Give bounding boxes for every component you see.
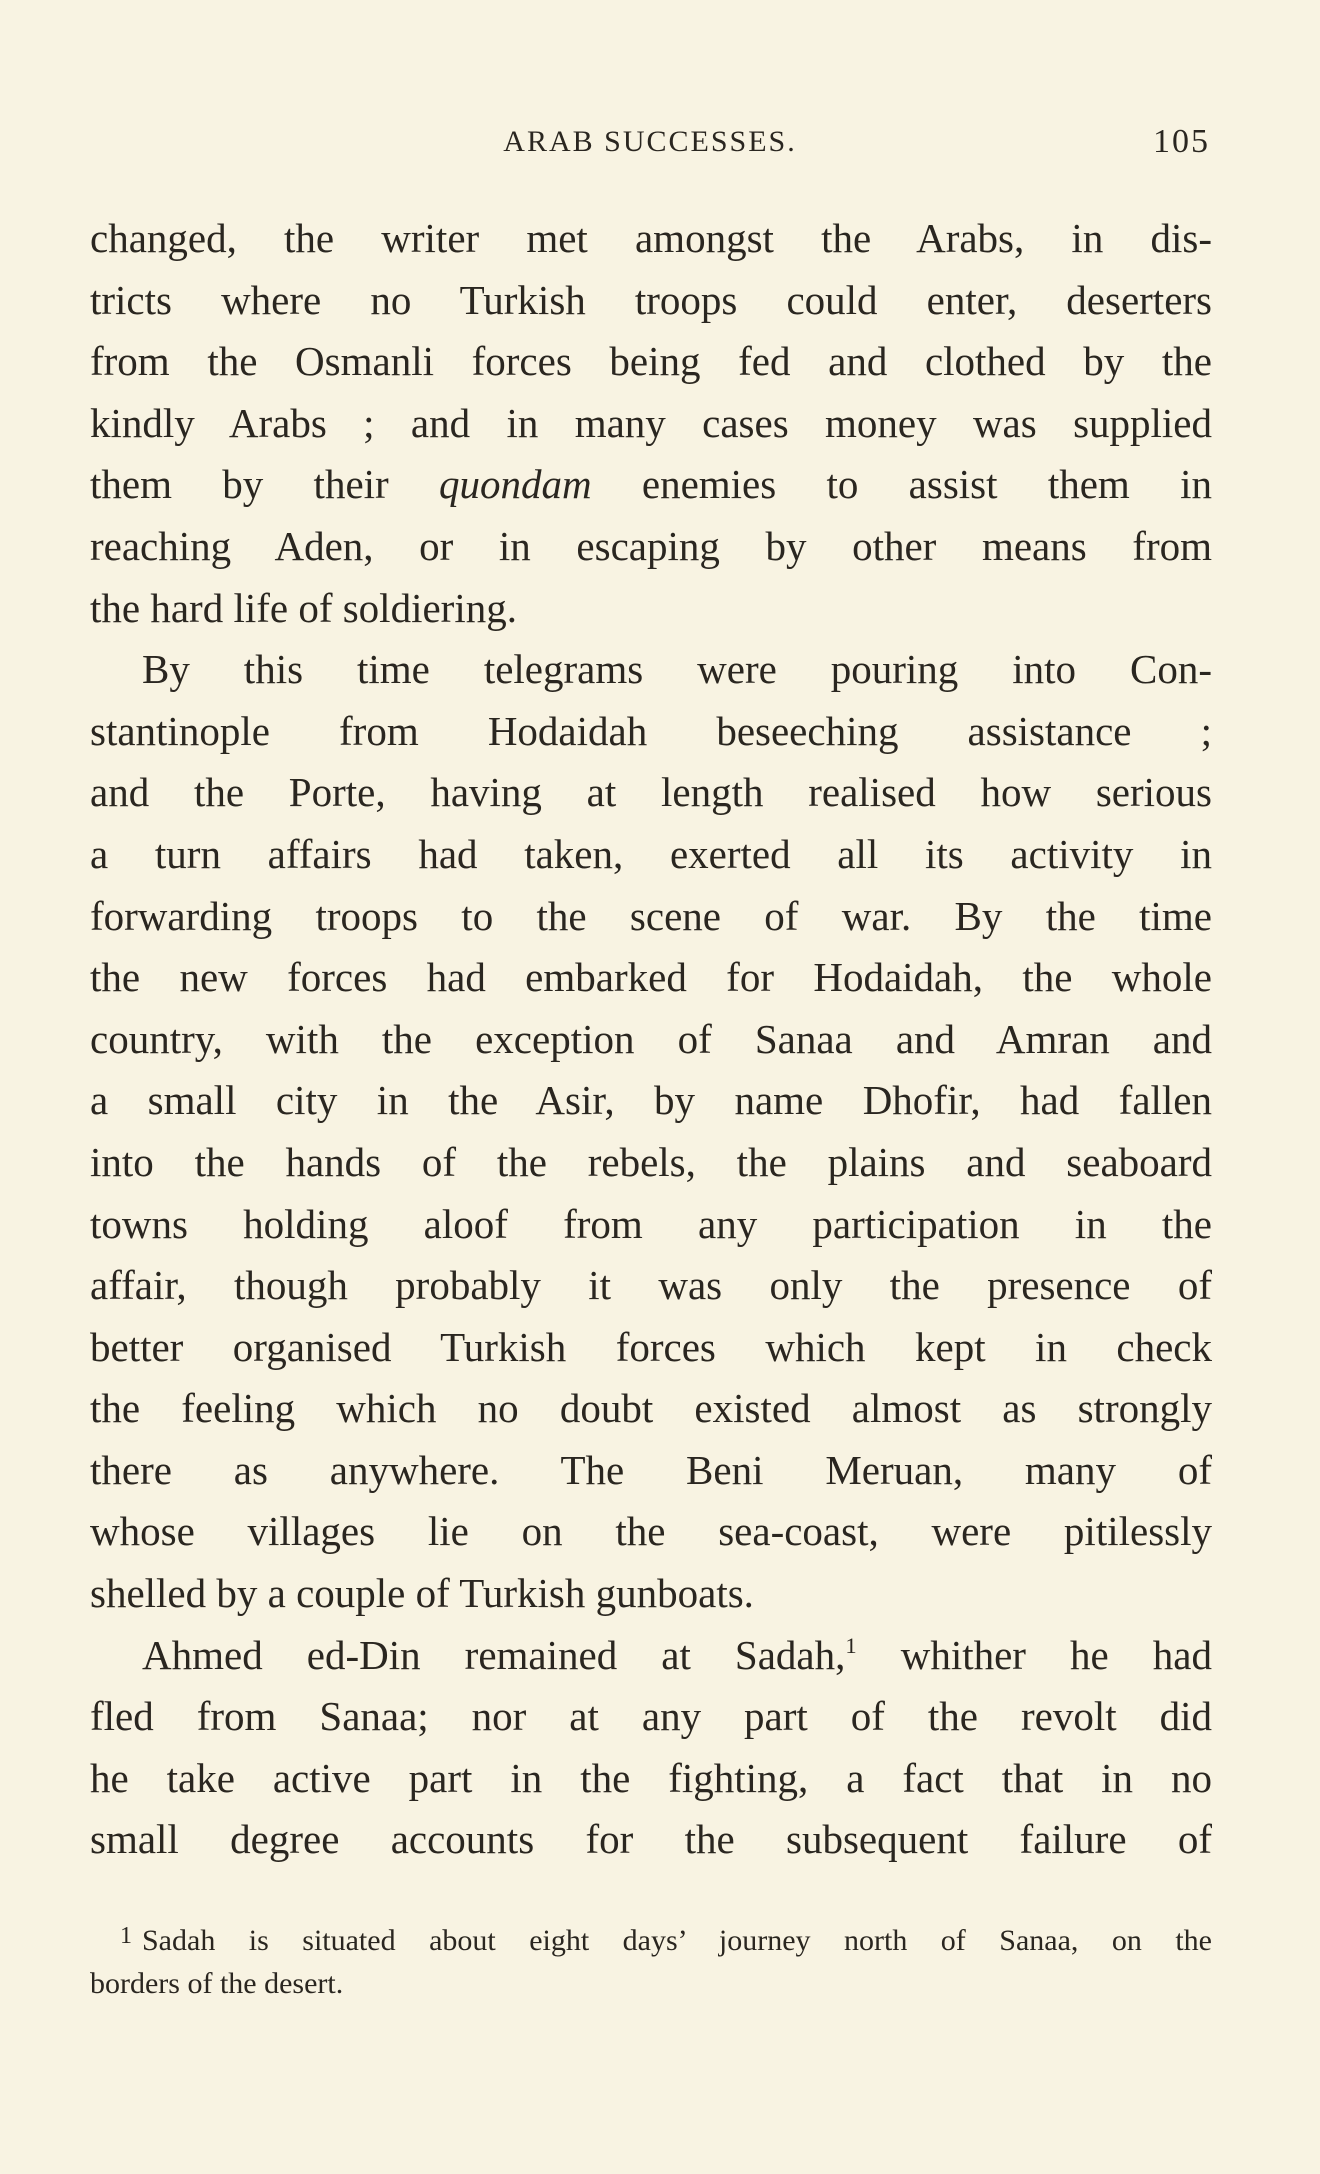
running-title: ARAB SUCCESSES. <box>503 125 797 158</box>
text-line: affair, though probably it was only the presence of <box>90 1262 1212 1309</box>
text-line: into the hands of the rebels, the plains and seaboard <box>90 1138 1212 1185</box>
text-span: whither he had <box>856 1631 1212 1678</box>
text-line: and the Porte, having at length realised how serious <box>90 769 1212 816</box>
text-line: there as anywhere. The Beni Meruan, many of <box>90 1446 1212 1493</box>
text-line: shelled by a couple of Turkish gunboats. <box>90 1570 754 1617</box>
text-line: he take active part in the fighting, a fact that in no <box>90 1754 1212 1801</box>
footnote-text: Sadah is situated about eight days’ journey north of Sanaa, on the <box>142 1924 1212 1958</box>
text-line: better organised Turkish forces which kept in check <box>90 1323 1212 1370</box>
text-line: forwarding troops to the scene of war. By the time <box>90 892 1212 939</box>
footnote-marker: 1 <box>120 1923 132 1949</box>
text-line: fled from Sanaa; nor at any part of the revolt did <box>90 1693 1212 1740</box>
text-line <box>90 454 1212 516</box>
footnotes <box>90 1912 1212 2008</box>
footnote-line: borders of the desert. <box>90 1967 344 2000</box>
text-line: kindly Arabs ; and in many cases money was supplied <box>90 399 1212 446</box>
text-line: a small city in the Asir, by name Dhofir, had fallen <box>90 1077 1212 1124</box>
text-line: stantinople from Hodaidah beseeching assistance ; <box>90 707 1212 754</box>
text-line: country, with the exception of Sanaa and Amran and <box>90 1015 1212 1062</box>
text-line: the new forces had embarked for Hodaidah, the whole <box>90 954 1212 1001</box>
text-line: changed, the writer met amongst the Arabs, in dis- <box>90 215 1212 261</box>
text-span: them by their <box>90 461 439 508</box>
text-line: from the Osmanli forces being fed and clothed by the <box>90 338 1212 385</box>
text-line: tricts where no Turkish troops could enter, deserters <box>90 276 1212 323</box>
page-number: 105 <box>1153 123 1210 160</box>
footnote-line <box>90 1912 1212 1960</box>
text-line: the feeling which no doubt existed almost as strongly <box>90 1385 1212 1432</box>
text-line: whose villages lie on the sea-coast, were pitilessly <box>90 1508 1212 1555</box>
text-span: Ahmed ed-Din remained at Sadah, <box>142 1631 846 1678</box>
body-text <box>90 208 1212 1871</box>
text-line: By this time telegrams were pouring into Con- <box>142 646 1212 693</box>
text-line: a turn affairs had taken, exerted all its activity in <box>90 830 1212 877</box>
text-line: towns holding aloof from any participation in the <box>90 1200 1212 1247</box>
text-span: enemies to assist them in <box>591 461 1212 508</box>
text-line: the hard life of soldiering. <box>90 584 517 631</box>
running-head <box>90 118 1210 166</box>
text-line: reaching Aden, or in escaping by other means from <box>90 522 1212 569</box>
text-line <box>90 1625 1212 1687</box>
text-line: small degree accounts for the subsequent failure of <box>90 1816 1212 1863</box>
italic-word: quondam <box>438 461 592 508</box>
footnote-reference: 1 <box>845 1632 857 1658</box>
